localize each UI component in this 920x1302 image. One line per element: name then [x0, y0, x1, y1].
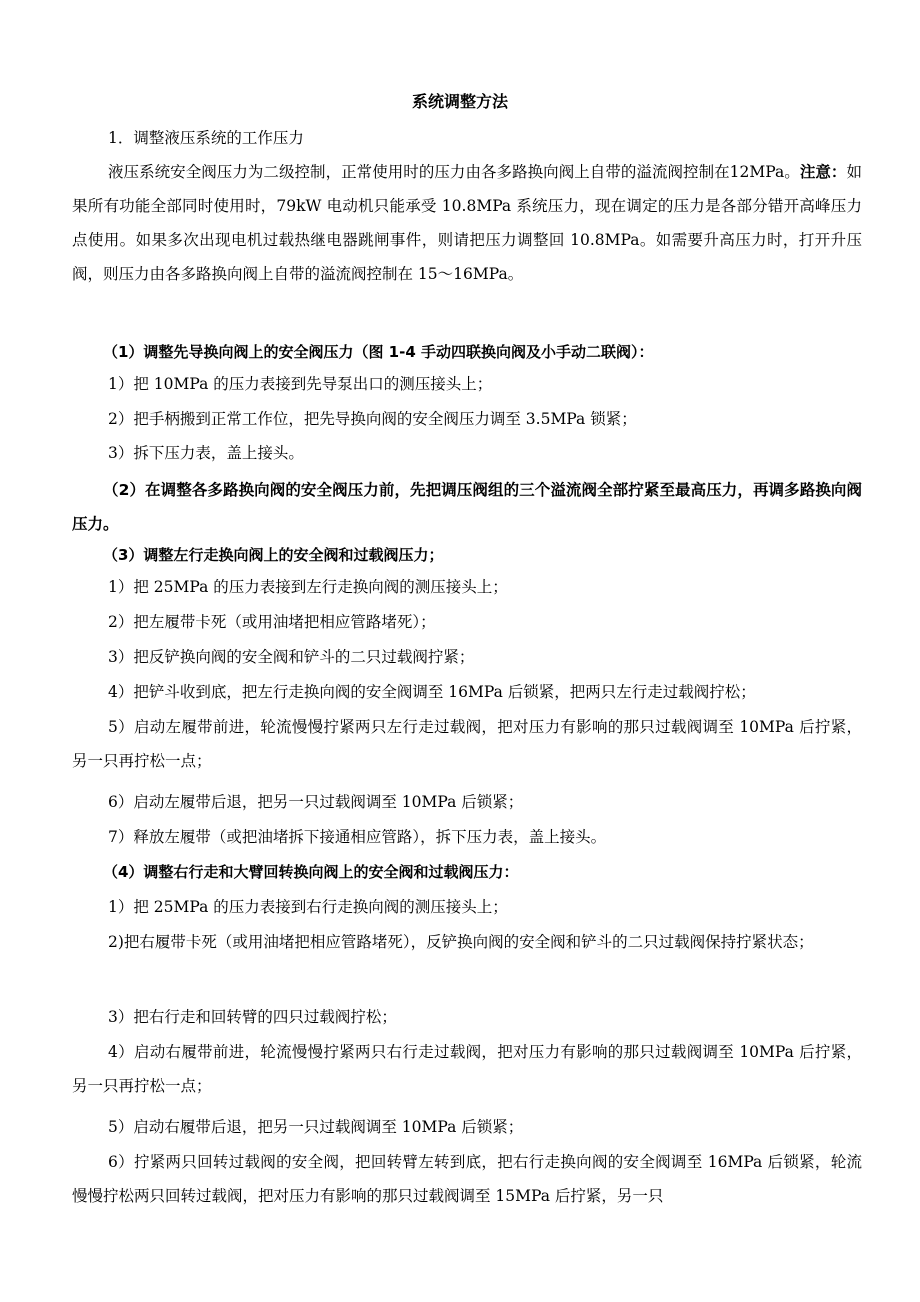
step-4-item: 6）拧紧两只回转过载阀的安全阀，把回转臂左转到底，把右行走换向阀的安全阀调至 16MPa 后锁紧，轮流慢慢拧松两只回转过载阀，把对压力有影响的那只过载阀调至 15MPa 后拧紧，另一只 — [72, 1153, 862, 1205]
step-4-item: 1）把 25MPa 的压力表接到右行走换向阀的测压接头上； — [108, 898, 508, 916]
note-label: 注意： — [799, 163, 847, 181]
step-4-item: 5）启动右履带后退，把另一只过载阀调至 10MPa 后锁紧； — [108, 1118, 524, 1136]
paragraph-text-b: 如果所有功能全部同时使用时，79kW 电动机只能承受 10.8MPa 系统压力，现在调定的压力是各部分错开高峰压力点使用。如果多次出现电机过载热继电器跳闸事件，则请把压力调整回 10.8MPa。如需要升高压力时，打开升压阀，则压力由各多路换向阀上自带的溢流阀控制在 15～16MPa。 — [72, 163, 863, 283]
step-3-item: 3）把反铲换向阀的安全阀和铲斗的二只过载阀拧紧； — [108, 648, 475, 666]
step-2-heading: （2）在调整各多路换向阀的安全阀压力前，先把调压阀组的三个溢流阀全部拧紧至最高压力，再调多路换向阀压力。 — [72, 481, 862, 533]
step-4-item: 3）把右行走和回转臂的四只过载阀拧松； — [108, 1008, 397, 1026]
step-3-item: 6）启动左履带后退，把另一只过载阀调至 10MPa 后锁紧； — [108, 793, 524, 811]
step-1-heading: （1）调整先导换向阀上的安全阀压力（图 1-4 手动四联换向阀及小手动二联阀）： — [103, 343, 654, 361]
step-1-item: 1）把 10MPa 的压力表接到先导泵出口的测压接头上； — [108, 375, 493, 393]
step-3-item: 7）释放左履带（或把油堵拆下接通相应管路），拆下压力表，盖上接头。 — [108, 828, 607, 846]
step-4-heading: （4）调整右行走和大臂回转换向阀上的安全阀和过载阀压力： — [103, 863, 519, 881]
section-1-paragraph — [72, 155, 862, 291]
section-1-heading: 1．调整液压系统的工作压力 — [108, 129, 304, 147]
paragraph-text-a: 液压系统安全阀压力为二级控制，正常使用时的压力由各多路换向阀上自带的溢流阀控制在12MPa。 — [108, 163, 800, 181]
step-3-item: 5）启动左履带前进，轮流慢慢拧紧两只左行走过载阀，把对压力有影响的那只过载阀调至 10MPa 后拧紧，另一只再拧松一点； — [72, 718, 862, 770]
step-4-item: 2)把右履带卡死（或用油堵把相应管路堵死），反铲换向阀的安全阀和铲斗的二只过载阀保持拧紧状态； — [108, 933, 814, 951]
step-1-item: 3）拆下压力表，盖上接头。 — [108, 444, 304, 462]
step-1-item: 2）把手柄搬到正常工作位，把先导换向阀的安全阀压力调至 3.5MPa 锁紧； — [108, 410, 637, 428]
step-3-item: 4）把铲斗收到底，把左行走换向阀的安全阀调至 16MPa 后锁紧，把两只左行走过载阀拧松； — [108, 683, 756, 701]
page-title: 系统调整方法 — [411, 92, 508, 111]
step-4-item: 4）启动右履带前进，轮流慢慢拧紧两只右行走过载阀，把对压力有影响的那只过载阀调至 10MPa 后拧紧，另一只再拧松一点； — [72, 1043, 862, 1095]
step-3-heading: （3）调整左行走换向阀上的安全阀和过载阀压力； — [103, 546, 444, 564]
step-3-item: 2）把左履带卡死（或用油堵把相应管路堵死）； — [108, 613, 436, 631]
step-3-item: 1）把 25MPa 的压力表接到左行走换向阀的测压接头上； — [108, 578, 508, 596]
